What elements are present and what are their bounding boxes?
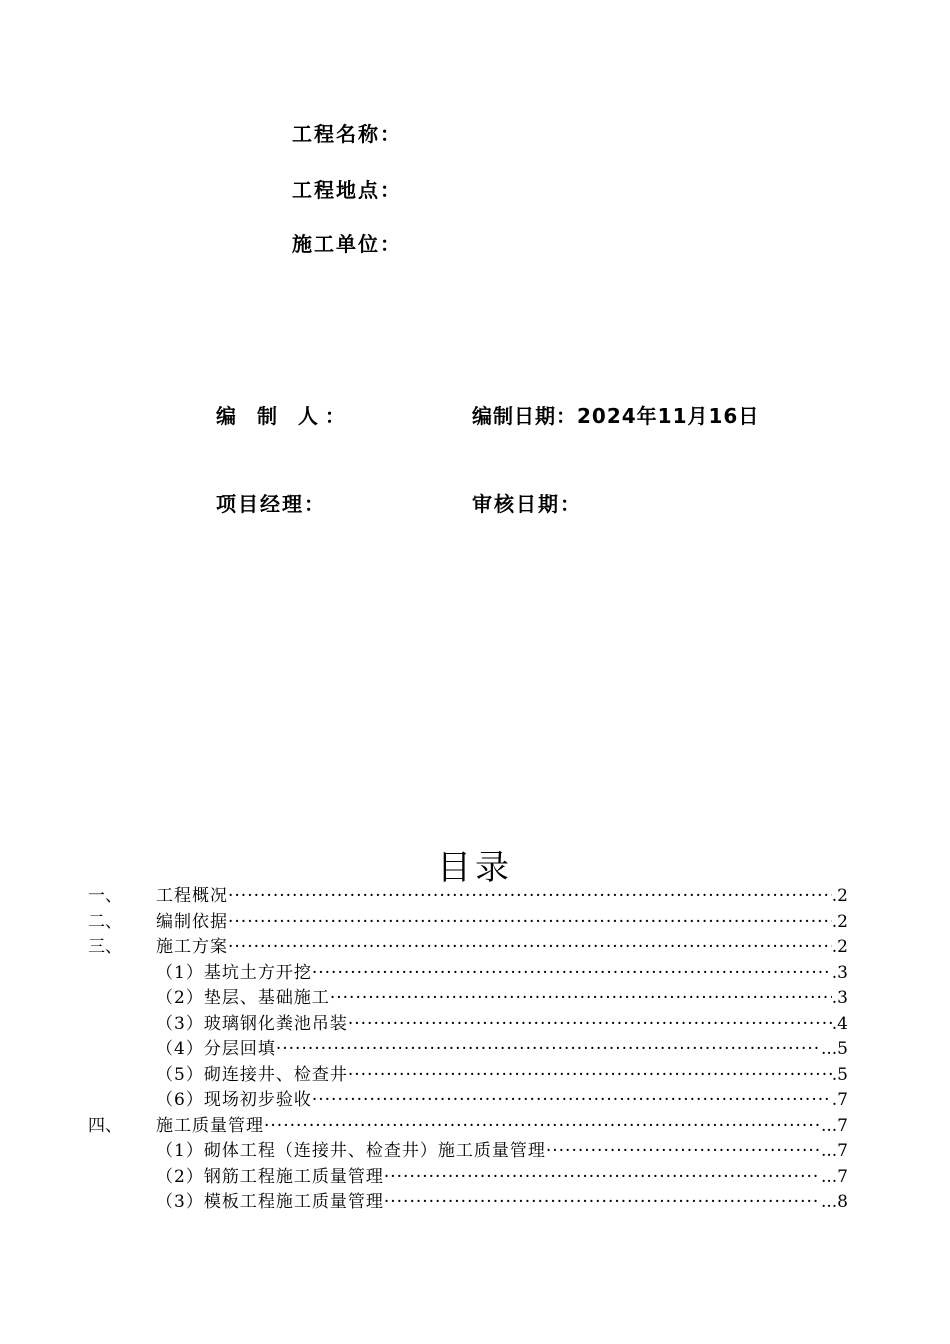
toc-entry-number [88,1139,156,1165]
toc-entry-title: （5）砌连接井、检查井 [156,1064,348,1085]
toc-entry-title: （2）钢筋工程施工质量管理 [156,1166,384,1187]
toc-entry-number: 一、 [88,886,122,906]
toc-entry-number [88,1165,156,1191]
toc-entry-page: ...7 [820,1166,848,1187]
toc-entry-number [88,961,156,987]
toc-entry-number: 四、 [88,1115,122,1136]
construction-unit-label: 施工单位： [292,232,402,256]
toc-entry-title: （3）模板工程施工质量管理 [156,1192,384,1212]
toc-title: 目录 [437,848,513,888]
toc-entry[interactable] [88,1088,848,1114]
toc-entry[interactable] [88,910,848,936]
toc-leader-dots [312,961,832,987]
toc-entry[interactable] [88,884,848,910]
toc-leader-dots [228,910,832,936]
toc-entry-page: ...7 [820,1115,848,1136]
project-manager-label: 项目经理： [216,492,326,516]
toc-entry-page: .2 [831,937,848,957]
toc-entry[interactable] [88,1114,848,1140]
toc-entry-number [88,986,156,1012]
toc-leader-dots [276,1037,821,1063]
toc-entry-title: 工程概况 [156,886,228,906]
review-date-label: 审核日期： [472,492,582,516]
toc-entry[interactable] [88,1063,848,1089]
toc-entry-title: 施工方案 [156,937,228,957]
toc-entry[interactable] [88,961,848,987]
toc-entry-page: .4 [831,1013,848,1034]
toc-entry-title: （4）分层回填 [156,1039,276,1059]
toc-entry-number [88,1063,156,1089]
toc-leader-dots [348,1063,832,1089]
toc-leader-dots [228,884,832,910]
toc-entry[interactable] [88,1139,848,1165]
toc-entry-page: ...5 [820,1039,848,1059]
toc-leader-dots [264,1114,821,1140]
toc-entry[interactable] [88,1012,848,1038]
toc-entry-title: （3）玻璃钢化粪池吊装 [156,1013,348,1034]
project-location-label: 工程地点： [292,178,402,202]
toc-entry-page: .3 [831,988,848,1008]
toc-entry[interactable] [88,935,848,961]
toc-entry-page: .3 [831,962,848,983]
toc-entry-title: （2）垫层、基础施工 [156,988,330,1008]
toc-leader-dots [312,1088,832,1114]
toc-entry-title: （6）现场初步验收 [156,1090,312,1110]
toc-leader-dots [330,986,832,1012]
toc-leader-dots [348,1012,832,1038]
toc-entry-title: 施工质量管理 [156,1115,264,1136]
toc-entry-number [88,1037,156,1063]
project-name-label: 工程名称： [292,122,402,146]
toc-entry[interactable] [88,1190,848,1216]
toc-entry-number [88,1190,156,1216]
toc-entry-page: .2 [831,886,848,906]
toc-entry[interactable] [88,986,848,1012]
toc-leader-dots [546,1139,821,1165]
toc-entry-number: 二、 [88,911,122,932]
toc-leader-dots [384,1165,821,1191]
toc-entry-title: （1）基坑土方开挖 [156,962,312,983]
toc-entry-number [88,1012,156,1038]
toc-entry-page: .2 [831,911,848,932]
toc-entry[interactable] [88,1165,848,1191]
toc-entry-page: .5 [831,1064,848,1085]
toc-leader-dots [228,935,832,961]
toc-entry-number [88,1088,156,1114]
toc-entry-number: 三、 [88,937,122,957]
compile-date-label: 编制日期：2024年11月16日 [472,404,760,428]
toc-entry-page: ...8 [820,1192,848,1212]
toc-entry[interactable] [88,1037,848,1063]
table-of-contents [88,884,848,1216]
toc-entry-page: .7 [831,1090,848,1110]
toc-entry-title: （1）砌体工程（连接井、检查井）施工质量管理 [156,1141,546,1161]
toc-leader-dots [384,1190,821,1216]
author-label: 编 制 人： [216,404,352,428]
toc-entry-title: 编制依据 [156,911,228,932]
toc-entry-page: ...7 [820,1141,848,1161]
